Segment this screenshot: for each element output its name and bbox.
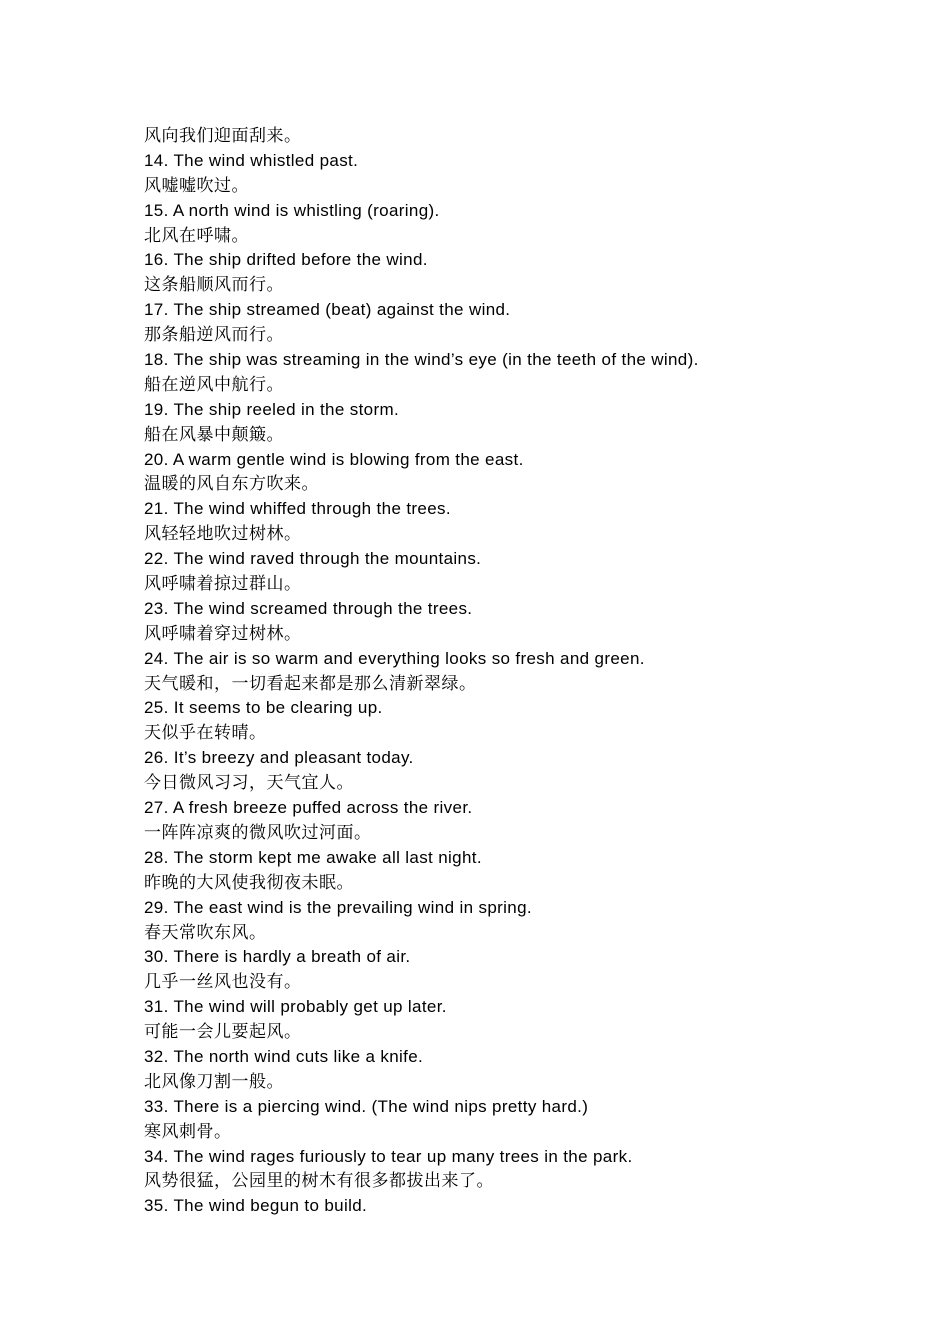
chinese-translation-line: 天似乎在转晴。 xyxy=(144,723,267,744)
chinese-translation-line: 一阵阵凉爽的微风吹过河面。 xyxy=(144,822,372,843)
english-sentence-line: 25. It seems to be clearing up. xyxy=(144,698,383,718)
chinese-translation-line: 这条船顺风而行。 xyxy=(144,275,284,296)
document-body xyxy=(144,124,904,1219)
chinese-translation-line: 那条船逆风而行。 xyxy=(144,325,284,346)
chinese-translation-line: 风轻轻地吹过树林。 xyxy=(144,524,302,545)
english-sentence-line: 15. A north wind is whistling (roaring). xyxy=(144,200,440,220)
chinese-translation-line: 风呼啸着穿过树林。 xyxy=(144,623,302,644)
english-sentence-line: 30. There is hardly a breath of air. xyxy=(144,947,411,967)
english-sentence-line: 19. The ship reeled in the storm. xyxy=(144,399,400,419)
english-sentence-line: 29. The east wind is the prevailing wind in spring. xyxy=(144,897,532,917)
english-sentence-line: 23. The wind screamed through the trees. xyxy=(144,598,473,618)
chinese-translation-line: 可能一会儿要起风。 xyxy=(144,1022,302,1043)
chinese-translation-line: 几乎一丝风也没有。 xyxy=(144,972,302,993)
english-sentence-line: 26. It’s breezy and pleasant today. xyxy=(144,748,414,768)
chinese-translation-line: 寒风刺骨。 xyxy=(144,1121,232,1142)
english-sentence-line: 20. A warm gentle wind is blowing from the east. xyxy=(144,449,524,469)
chinese-translation-line: 今日微风习习，天气宜人。 xyxy=(144,773,354,794)
chinese-translation-line: 天气暖和，一切看起来都是那么清新翠绿。 xyxy=(144,673,477,694)
english-sentence-line: 24. The air is so warm and everything looks so fresh and green. xyxy=(144,648,645,668)
english-sentence-line: 22. The wind raved through the mountains. xyxy=(144,549,482,569)
chinese-translation-line: 风嘘嘘吹过。 xyxy=(144,175,249,196)
english-sentence-line: 16. The ship drifted before the wind. xyxy=(144,250,428,270)
chinese-translation-line: 风向我们迎面刮来。 xyxy=(144,126,302,146)
english-sentence-line: 21. The wind whiffed through the trees. xyxy=(144,499,451,519)
chinese-translation-line: 春天常吹东风。 xyxy=(144,922,267,943)
chinese-translation-line: 风势很猛，公园里的树木有很多都拔出来了。 xyxy=(144,1171,494,1192)
chinese-translation-line: 船在风暴中颠簸。 xyxy=(144,424,284,445)
chinese-translation-line: 风呼啸着掠过群山。 xyxy=(144,574,302,595)
english-sentence-line: 35. The wind begun to build. xyxy=(144,1196,368,1216)
chinese-translation-line: 船在逆风中航行。 xyxy=(144,374,284,395)
english-sentence-line: 27. A fresh breeze puffed across the river. xyxy=(144,798,473,818)
english-sentence-line: 33. There is a piercing wind. (The wind nips pretty hard.) xyxy=(144,1096,589,1116)
english-sentence-line: 32. The north wind cuts like a knife. xyxy=(144,1046,424,1066)
chinese-translation-line: 温暖的风自东方吹来。 xyxy=(144,474,319,495)
chinese-translation-line: 昨晚的大风使我彻夜未眠。 xyxy=(144,872,354,893)
english-sentence-line: 18. The ship was streaming in the wind’s eye (in the teeth of the wind). xyxy=(144,350,699,370)
chinese-translation-line: 北风在呼啸。 xyxy=(144,225,249,246)
english-sentence-line: 14. The wind whistled past. xyxy=(144,150,359,170)
english-sentence-line: 17. The ship streamed (beat) against the wind. xyxy=(144,300,511,320)
english-sentence-line: 34. The wind rages furiously to tear up many trees in the park. xyxy=(144,1146,633,1166)
english-sentence-line: 28. The storm kept me awake all last night. xyxy=(144,847,482,867)
english-sentence-line: 31. The wind will probably get up later. xyxy=(144,997,447,1017)
chinese-translation-line: 北风像刀割一般。 xyxy=(144,1071,284,1092)
